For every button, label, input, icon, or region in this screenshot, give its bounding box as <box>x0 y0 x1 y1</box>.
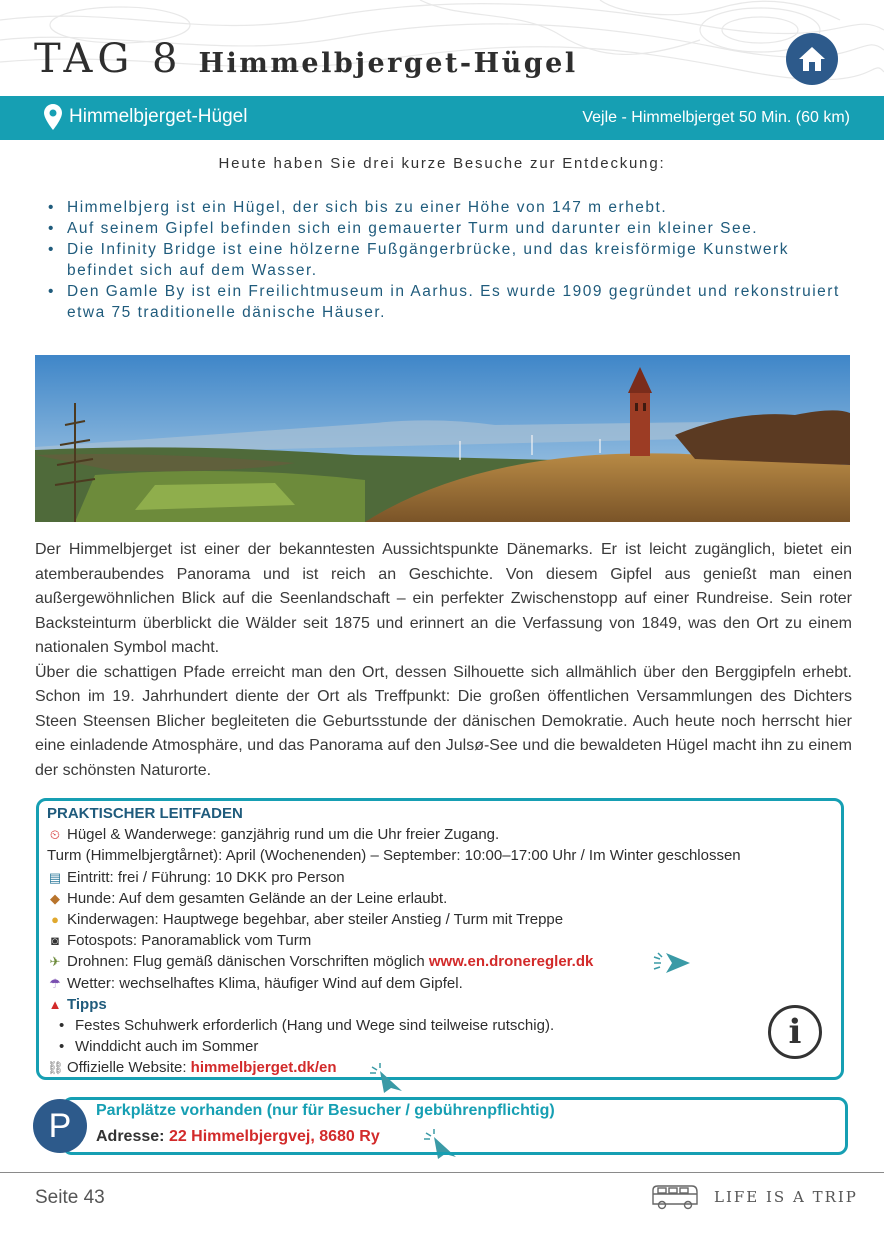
drones-link[interactable]: www.en.droneregler.dk <box>428 953 594 971</box>
day-label: TAG 8 <box>34 36 183 82</box>
guide-access: ⏲ Hügel & Wanderwege: ganzjährig rund um die Uhr freier Zugang. <box>47 824 837 845</box>
list-item: • Festes Schuhwerk erforderlich (Hang und Wege sind teilweise rutschig). <box>47 1015 837 1036</box>
intro-text: Heute haben Sie drei kurze Besuche zur Entdeckung: <box>218 155 666 172</box>
guide-photo: ◙ Fotospots: Panoramablick vom Turm <box>47 930 837 951</box>
description-paragraph: Der Himmelbjerget ist einer der bekanntesten Aussichtspunkte Dänemarks. Er ist leicht zugänglich, bietet ein atemberaubendes Panorama und ist reich an Geschichte. Von diesem Gipfel aus genießt man einen außergewöhnlichen Blick auf die Seenlandschaft – ein perfekter Zwischenstopp auf einer Rundreise. Sein roter Backsteinturm überblickt die Wälder seit 1875 und erinnert an die Verfassung von 1849, was den Ort zu einem nationalen Symbol macht. <box>35 541 852 656</box>
panorama-photo <box>35 355 850 522</box>
guide-weather: ☂ Wetter: wechselhaftes Klima, häufiger Wind auf dem Gipfel. <box>47 973 837 994</box>
guide-drones: ✈ Drohnen: Flug gemäß dänischen Vorschriften möglich www.en.droneregler.dk <box>47 951 837 972</box>
parking-title: Parkplätze vorhanden (nur für Besucher / gebührenpflichtig) <box>96 1102 555 1119</box>
location-bar <box>0 96 884 140</box>
address-link[interactable]: 22 Himmelbjergvej, 8680 Ry <box>168 1128 380 1145</box>
list-item: • Auf seinem Gipfel befinden sich ein gemauerter Turm und darunter ein kleiner See. <box>48 218 848 239</box>
camera-icon: ◙ <box>51 933 59 949</box>
page-number: Seite 43 <box>35 1187 105 1208</box>
home-icon <box>797 45 827 73</box>
drone-icon: ✈ <box>49 954 61 970</box>
list-item: • Den Gamle By ist ein Freilichtmuseum in Aarhus. Es wurde 1909 gegründet und rekonstruiert etwa 75 traditionelle dänische Häuser. <box>48 281 848 323</box>
guide-title: PRAKTISCHER LEITFADEN <box>47 805 243 822</box>
parking-address: Adresse: 22 Himmelbjergvej, 8680 Ry <box>96 1128 380 1145</box>
shoe-icon: ▲ <box>48 996 62 1012</box>
van-icon <box>650 1184 700 1210</box>
guide-entry: ▤ Eintritt: frei / Führung: 10 DKK pro Person <box>47 867 837 888</box>
highlights-list <box>48 197 848 323</box>
guide-tower: Turm (Himmelbjergtårnet): April (Wochenenden) – September: 10:00–17:00 Uhr / Im Winter geschlossen <box>47 847 741 865</box>
footer-divider <box>0 1172 884 1173</box>
parking-icon: P <box>33 1099 87 1153</box>
description-paragraph: Über die schattigen Pfade erreicht man den Ort, dessen Silhouette sich allmählich über den Berggipfeln erhebt. Schon im 19. Jahrhundert diente der Ort als Treffpunkt: Die großen öffentlichen Versammlungen des Dichters Steen Steensen Blicher begleiteten die Geburtsstunde der dänischen Demokratie. Auch heute noch herrscht hier eine einladende Atmosphäre, und das Panorama auf den Julsø-See und die bewaldeten Hügel macht ihn zu einem der schönsten Naturorte. <box>35 663 852 779</box>
list-item: • Himmelbjerg ist ein Hügel, der sich bis zu einer Höhe von 147 m erhebt. <box>48 197 848 218</box>
guide-strollers: ● Kinderwagen: Hauptwege begehbar, aber steiler Anstieg / Turm mit Treppe <box>47 909 837 930</box>
brand-name: LIFE IS A TRIP <box>714 1188 858 1206</box>
guide-dogs: ◆ Hunde: Auf dem gesamten Gelände an der Leine erlaubt. <box>47 888 837 909</box>
info-icon: i <box>768 1005 822 1059</box>
guide-website: ⛓ Offizielle Website: himmelbjerget.dk/en <box>47 1057 837 1078</box>
practical-guide <box>47 803 837 1079</box>
map-pin-icon <box>44 104 62 130</box>
link-icon: ⛓ <box>47 1060 64 1076</box>
tips-list <box>47 1015 837 1057</box>
website-link[interactable]: himmelbjerget.dk/en <box>190 1059 337 1077</box>
route-info: Vejle - Himmelbjerget 50 Min. (60 km) <box>582 109 850 126</box>
guide-tips: ▲ Tipps <box>47 994 837 1015</box>
cursor-icon <box>370 1063 406 1093</box>
baby-icon: ● <box>51 912 59 928</box>
cursor-icon <box>652 951 692 975</box>
home-button[interactable] <box>786 33 838 85</box>
page-title <box>34 36 578 86</box>
description <box>35 538 852 783</box>
list-item: • Die Infinity Bridge ist eine hölzerne Fußgängerbrücke, und das kreisförmige Kunstwerk befindet sich auf dem Wasser. <box>48 239 848 281</box>
dog-icon: ◆ <box>50 890 60 906</box>
location-name: Himmelbjerget-Hügel <box>69 106 248 127</box>
umbrella-icon: ☂ <box>49 975 61 991</box>
clock-icon: ⏲ <box>49 827 61 843</box>
place-title: Himmelbjerget-Hügel <box>198 48 578 79</box>
money-icon: ▤ <box>48 869 62 885</box>
list-item: • Winddicht auch im Sommer <box>47 1036 837 1057</box>
